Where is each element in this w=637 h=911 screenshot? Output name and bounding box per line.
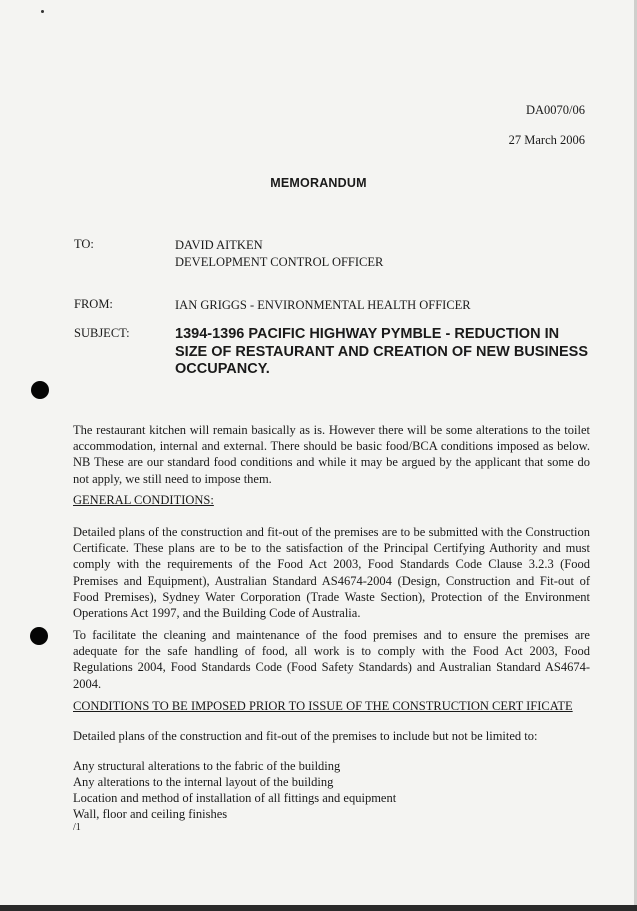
list-item: Any alterations to the internal layout of the building [73,775,334,789]
to-name: DAVID AITKEN [175,238,263,252]
cc-items-list [73,758,396,822]
from-label: FROM: [74,297,113,311]
list-item: Location and method of installation of all fittings and equipment [73,791,397,805]
from-value: IAN GRIGGS - ENVIRONMENTAL HEALTH OFFICER [175,298,471,312]
punch-hole-top [31,381,49,399]
list-item: Wall, floor and ceiling finishes [73,807,228,821]
general-paragraph-1: Detailed plans of the construction and fit-out of the premises are to be submitted with the Construction Certificate. These plans are to be to the satisfaction of the Principal Certifying Authority and must comply with the requirements of the Food Act 2003, Food Standards Code Clause 3.2.3 (Food Premises and Equipment), Australian Standard AS4674-2004 (Design, Construction and Fit-out of Food Premises), Sydney Water Corporation (Trade Waste Section), Protection of the Environment Operations Act 1997, and the Building Code of Australia. [73,525,590,621]
cc-conditions-heading: CONDITIONS TO BE IMPOSED PRIOR TO ISSUE OF THE CONSTRUCTION CERT IFICATE [73,699,573,713]
reference-number: DA0070/06 [525,103,585,117]
scan-speck [41,10,44,13]
cc-intro: Detailed plans of the construction and fit-out of the premises to include but not be limited to: [73,729,538,743]
general-conditions-heading: GENERAL CONDITIONS: [73,493,214,507]
subject-label: SUBJECT: [74,326,130,340]
intro-paragraph: The restaurant kitchen will remain basically as is. However there will be some alterations to the toilet accommodation, internal and external. There should be basic food/BCA conditions imposed as below. NB These are our standard food conditions and while it may be argued by the applicant that some do not apply, we still need to impose them. [73,423,590,486]
memo-date: 27 March 2006 [508,133,585,147]
list-item: Any structural alterations to the fabric of the building [73,759,341,773]
scan-edge-bottom [0,905,637,911]
memo-title: MEMORANDUM [270,176,367,190]
to-value [175,237,383,271]
general-paragraph-2: To facilitate the cleaning and maintenance of the food premises and to ensure the premises are adequate for the safe handling of food, all work is to comply with the Food Act 2003, Food Regulations 2004, Food Standards Code (Food Safety Standards) and Australian Standard AS4674-2004. [73,628,590,691]
subject-value: 1394-1396 PACIFIC HIGHWAY PYMBLE - REDUCTION IN SIZE OF RESTAURANT AND CREATION OF NEW BUSINESS OCCUPANCY. [175,326,588,377]
to-title: DEVELOPMENT CONTROL OFFICER [175,255,384,269]
page-marker: /1 [73,822,81,833]
to-label: TO: [74,237,94,251]
punch-hole-bottom [30,627,48,645]
